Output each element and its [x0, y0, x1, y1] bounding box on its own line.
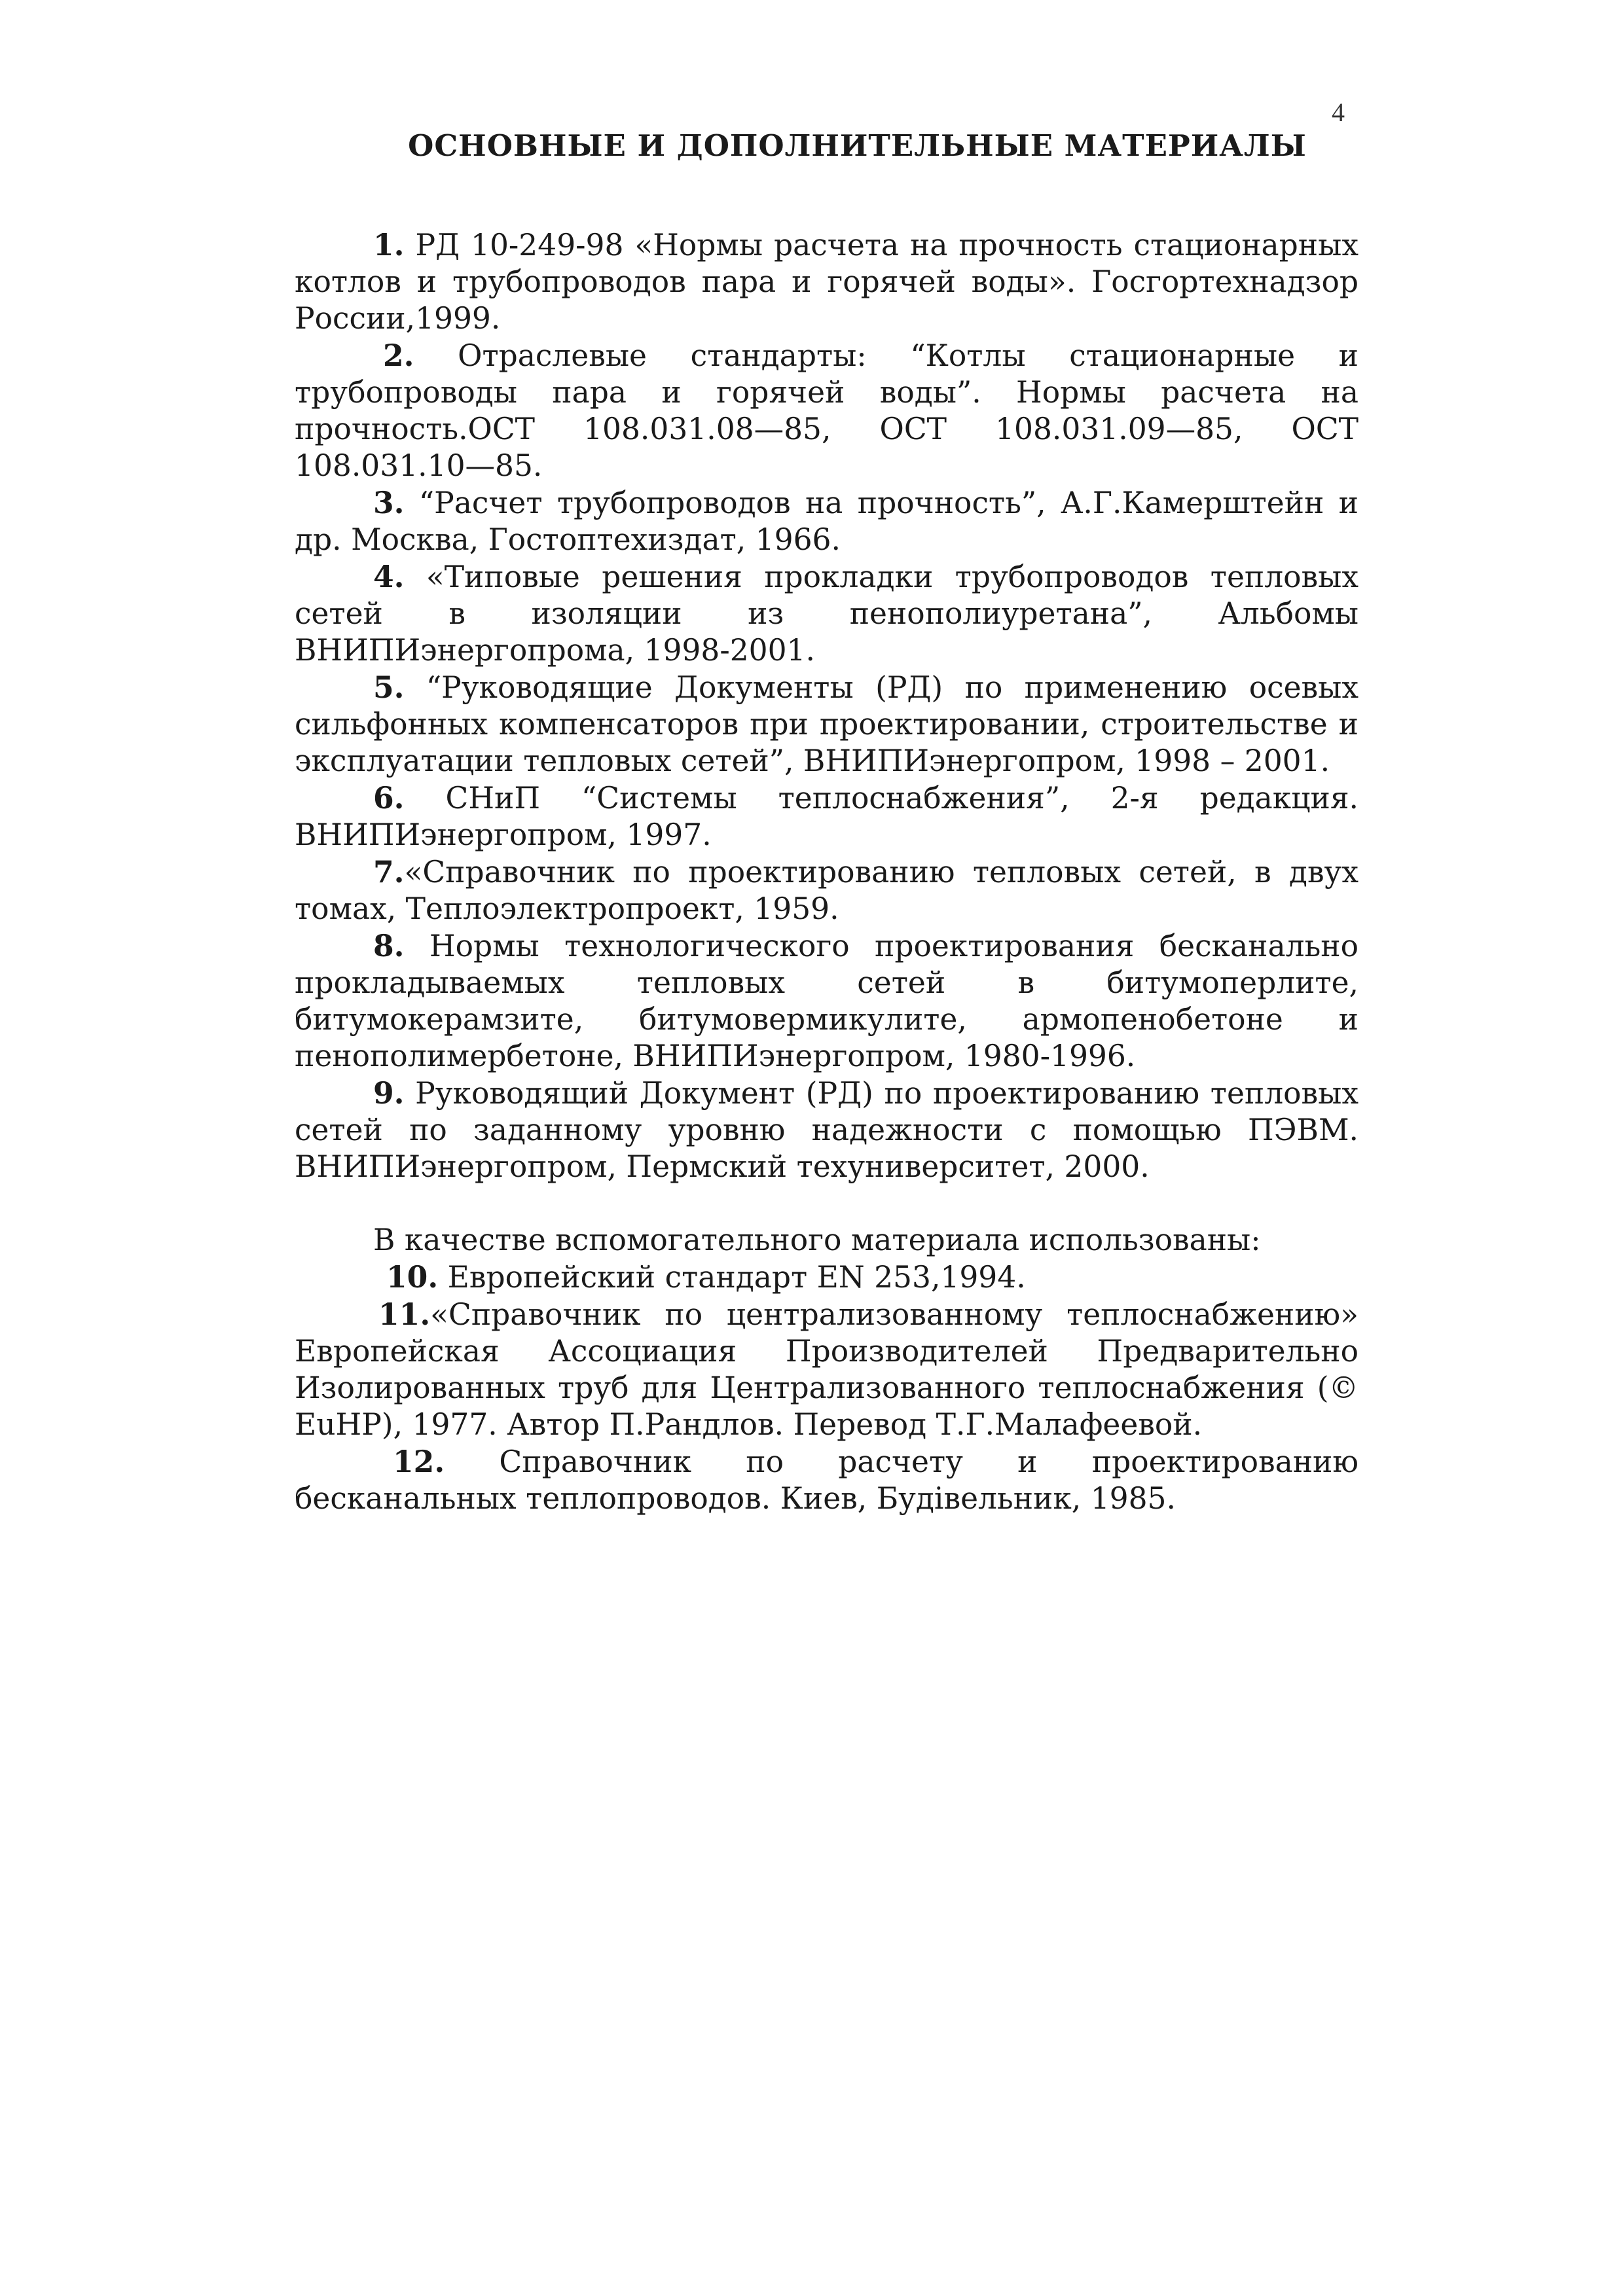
- reference-entry-11: [295, 1296, 1359, 1443]
- reference-entry-12: [295, 1443, 1359, 1517]
- reference-text: Европейский стандарт EN 253,1994.: [438, 1260, 1026, 1295]
- auxiliary-heading: В качестве вспомогательного материала использованы:: [373, 1223, 1261, 1257]
- reference-text: «Справочник по проектированию тепловых сетей, в двух томах, Теплоэлектропроект, 1959.: [295, 855, 1359, 926]
- reference-text: Справочник по расчету и проектированию бесканальных теплопроводов. Киев, Будівельник, 1985.: [295, 1444, 1359, 1516]
- reference-entry-2: [295, 337, 1359, 484]
- reference-text: «Справочник по централизованному теплоснабжению» Европейская Ассоциация Производителей Предварительно Изолированных труб для Централизованного теплоснабжения (© EuHP), 1977. Автор П.Рандлов. Перевод Т.Г.Малафеевой.: [295, 1297, 1359, 1442]
- reference-entry-4: [295, 558, 1359, 669]
- reference-text: «Типовые решения прокладки трубопроводов тепловых сетей в изоляции из пенополиуретана”, Альбомы ВНИПИэнергопрома, 1998-2001.: [295, 560, 1359, 668]
- reference-entry-10: [295, 1259, 1359, 1296]
- reference-entry-7: [295, 853, 1359, 927]
- reference-entry-1: [295, 226, 1359, 337]
- reference-number: 10.: [386, 1259, 439, 1295]
- reference-text: РД 10-249-98 «Нормы расчета на прочность стационарных котлов и трубопроводов пара и горячей воды». Госгортехнадзор России,1999.: [295, 228, 1359, 336]
- reference-number: 9.: [373, 1075, 405, 1111]
- page-title: ОСНОВНЫЕ И ДОПОЛНИТЕЛЬНЫЕ МАТЕРИАЛЫ: [408, 128, 1307, 163]
- reference-entry-6: [295, 780, 1359, 853]
- reference-text: Нормы технологического проектирования бесканально прокладываемых тепловых сетей в битумоперлите, битумокерамзите, битумовермикулите, армопенобетоне и пенополимербетоне, ВНИПИэнергопром, 1980-1996.: [295, 929, 1359, 1073]
- reference-number: 7.: [373, 854, 405, 889]
- reference-entry-5: [295, 669, 1359, 780]
- reference-entry-3: [295, 484, 1359, 558]
- page-number: 4: [1332, 98, 1345, 127]
- reference-number: 4.: [373, 559, 405, 594]
- document-body: [295, 226, 1359, 1517]
- reference-number: 6.: [373, 780, 405, 816]
- reference-entry-8: [295, 927, 1359, 1075]
- reference-number: 11.: [378, 1297, 431, 1332]
- reference-number: 3.: [373, 485, 405, 520]
- reference-text: “Руководящие Документы (РД) по применению осевых сильфонных компенсаторов при проектировании, строительстве и эксплуатации тепловых сетей”, ВНИПИэнергопром, 1998 – 2001.: [295, 670, 1359, 778]
- reference-number: 1.: [373, 227, 405, 262]
- reference-text: “Расчет трубопроводов на прочность”, А.Г.Камерштейн и др. Москва, Гостоптехиздат, 1966.: [295, 486, 1359, 557]
- reference-entry-9: [295, 1075, 1359, 1185]
- reference-text: Руководящий Документ (РД) по проектированию тепловых сетей по заданному уровню надежности с помощью ПЭВМ. ВНИПИэнергопром, Пермский техуниверситет, 2000.: [295, 1076, 1359, 1184]
- reference-number: 2.: [383, 338, 414, 373]
- reference-number: 12.: [393, 1444, 445, 1479]
- reference-number: 5.: [373, 670, 405, 705]
- reference-text: СНиП “Системы теплоснабжения”, 2-я редакция. ВНИПИэнергопром, 1997.: [295, 781, 1359, 852]
- reference-text: Отраслевые стандарты: “Котлы стационарные и трубопроводы пара и горячей воды”. Нормы расчета на прочность.ОСТ 108.031.08—85, ОСТ 108.031.09—85, ОСТ 108.031.10—85.: [295, 338, 1359, 483]
- reference-number: 8.: [373, 928, 405, 963]
